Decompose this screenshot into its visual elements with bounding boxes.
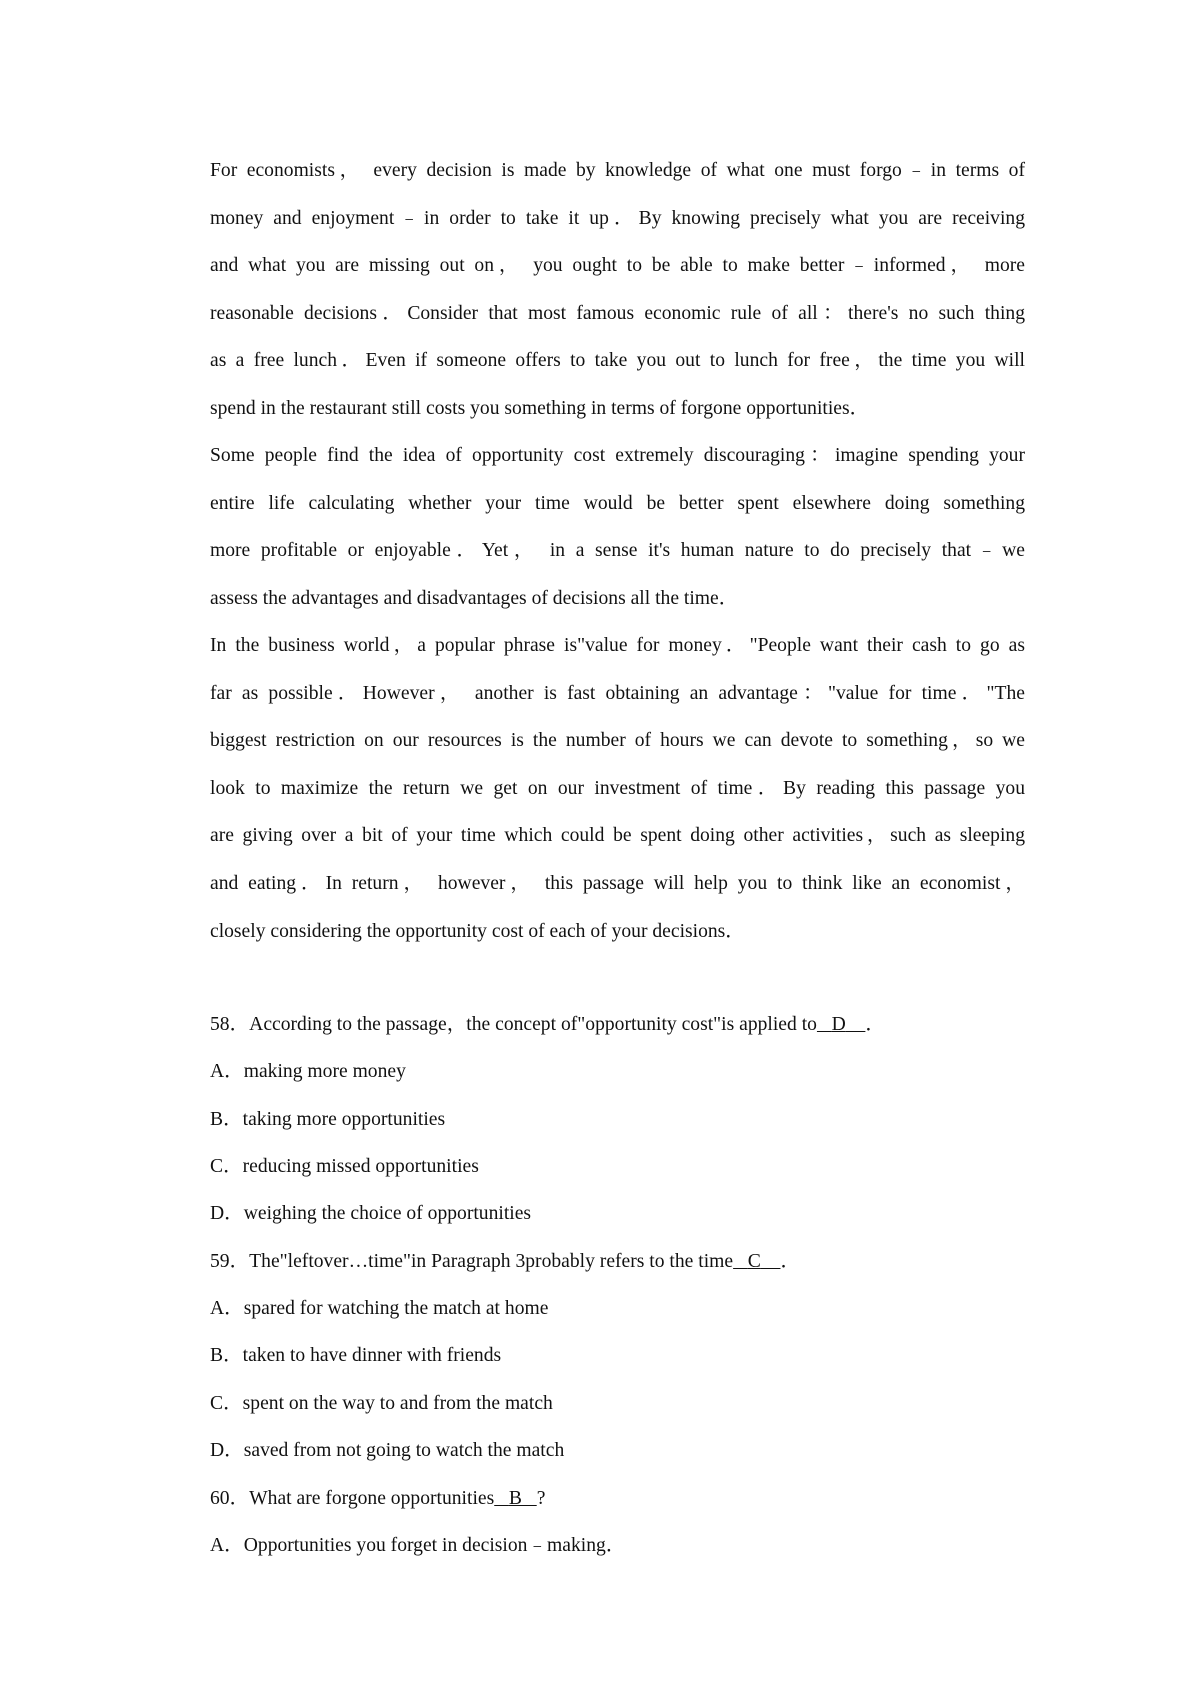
option-59-a: A．spared for watching the match at home [210,1298,549,1319]
option-58-c: C．reducing missed opportunities [210,1156,479,1177]
paragraph-3 [210,622,1025,955]
option-58-a: A．making more money [210,1061,406,1082]
answer-letter: D [831,1014,846,1035]
paragraph-line: In the business world，a popular phrase is"value for money．"People want their cash to go as [210,635,1025,656]
answer-letter: B [508,1488,522,1509]
paragraph-line: far as possible．However， another is fast obtaining an advantage："value for time．"The [210,682,1025,704]
question-stem-end: ． [865,1014,885,1035]
paragraph-line: as a free lunch．Even if someone offers to take you out to lunch for free，the time you will [210,350,1025,372]
paragraph-line: money and enjoyment﹣in order to take it up．By knowing precisely what you are receiving [210,207,1025,229]
option-58-d: D．weighing the choice of opportunities [210,1203,532,1224]
question-stem-text: 60．What are forgone opportunities [210,1488,495,1509]
paragraph-line: and what you are missing out on， you ought to be able to make better﹣informed， more [210,255,1025,277]
answer-blank [733,1247,780,1277]
answer-blank [817,1010,865,1040]
option-60-a: A．Opportunities you forget in decision﹣making． [210,1535,626,1556]
option-58-b: B．taking more opportunities [210,1109,446,1130]
question-58-stem [210,1010,885,1040]
question-59-stem [210,1247,800,1277]
paragraph-1 [210,147,1025,433]
paragraph-line: entire life calculating whether your time would be better spent elsewhere doing something [210,492,1025,514]
paragraph-2 [210,432,1025,622]
paragraph-line: more profitable or enjoyable．Yet， in a sense it's human nature to do precisely that﹣we [210,540,1025,562]
paragraph-line: are giving over a bit of your time which could be spent doing other activities，such as sleeping [210,825,1025,847]
paragraph-line: spend in the restaurant still costs you something in terms of forgone opportunities． [210,397,870,419]
answer-letter: C [747,1251,761,1272]
paragraph-line: look to maximize the return we get on our investment of time．By reading this passage you [210,777,1025,799]
paragraph-line: For economists， every decision is made by knowledge of what one must forgo﹣in terms of [210,160,1025,181]
option-59-b: B．taken to have dinner with friends [210,1345,502,1366]
paragraph-line: reasonable decisions．Consider that most famous economic rule of all：there's no such thing [210,302,1025,324]
paragraph-line: Some people find the idea of opportunity cost extremely discouraging：imagine spending your [210,445,1025,466]
option-59-d: D．saved from not going to watch the match [210,1440,565,1461]
paragraph-line: assess the advantages and disadvantages of decisions all the time． [210,587,739,609]
paragraph-line: closely considering the opportunity cost of each of your decisions． [210,920,745,942]
question-60-stem [210,1484,545,1514]
question-stem-text: 59．The"leftover…time"in Paragraph 3probably refers to the time [210,1251,734,1272]
paragraph-line: and eating．In return， however， this passage will help you to think like an economist， [210,872,1025,894]
question-stem-end: ． [780,1251,801,1272]
paragraph-line: biggest restriction on our resources is the number of hours we can devote to something，so we [210,730,1025,752]
answer-blank [494,1484,536,1514]
question-stem-text: 58．According to the passage，the concept of"opportunity cost"is applied to [210,1014,817,1035]
option-59-c: C．spent on the way to and from the match [210,1393,553,1414]
question-stem-end: ? [536,1488,546,1509]
